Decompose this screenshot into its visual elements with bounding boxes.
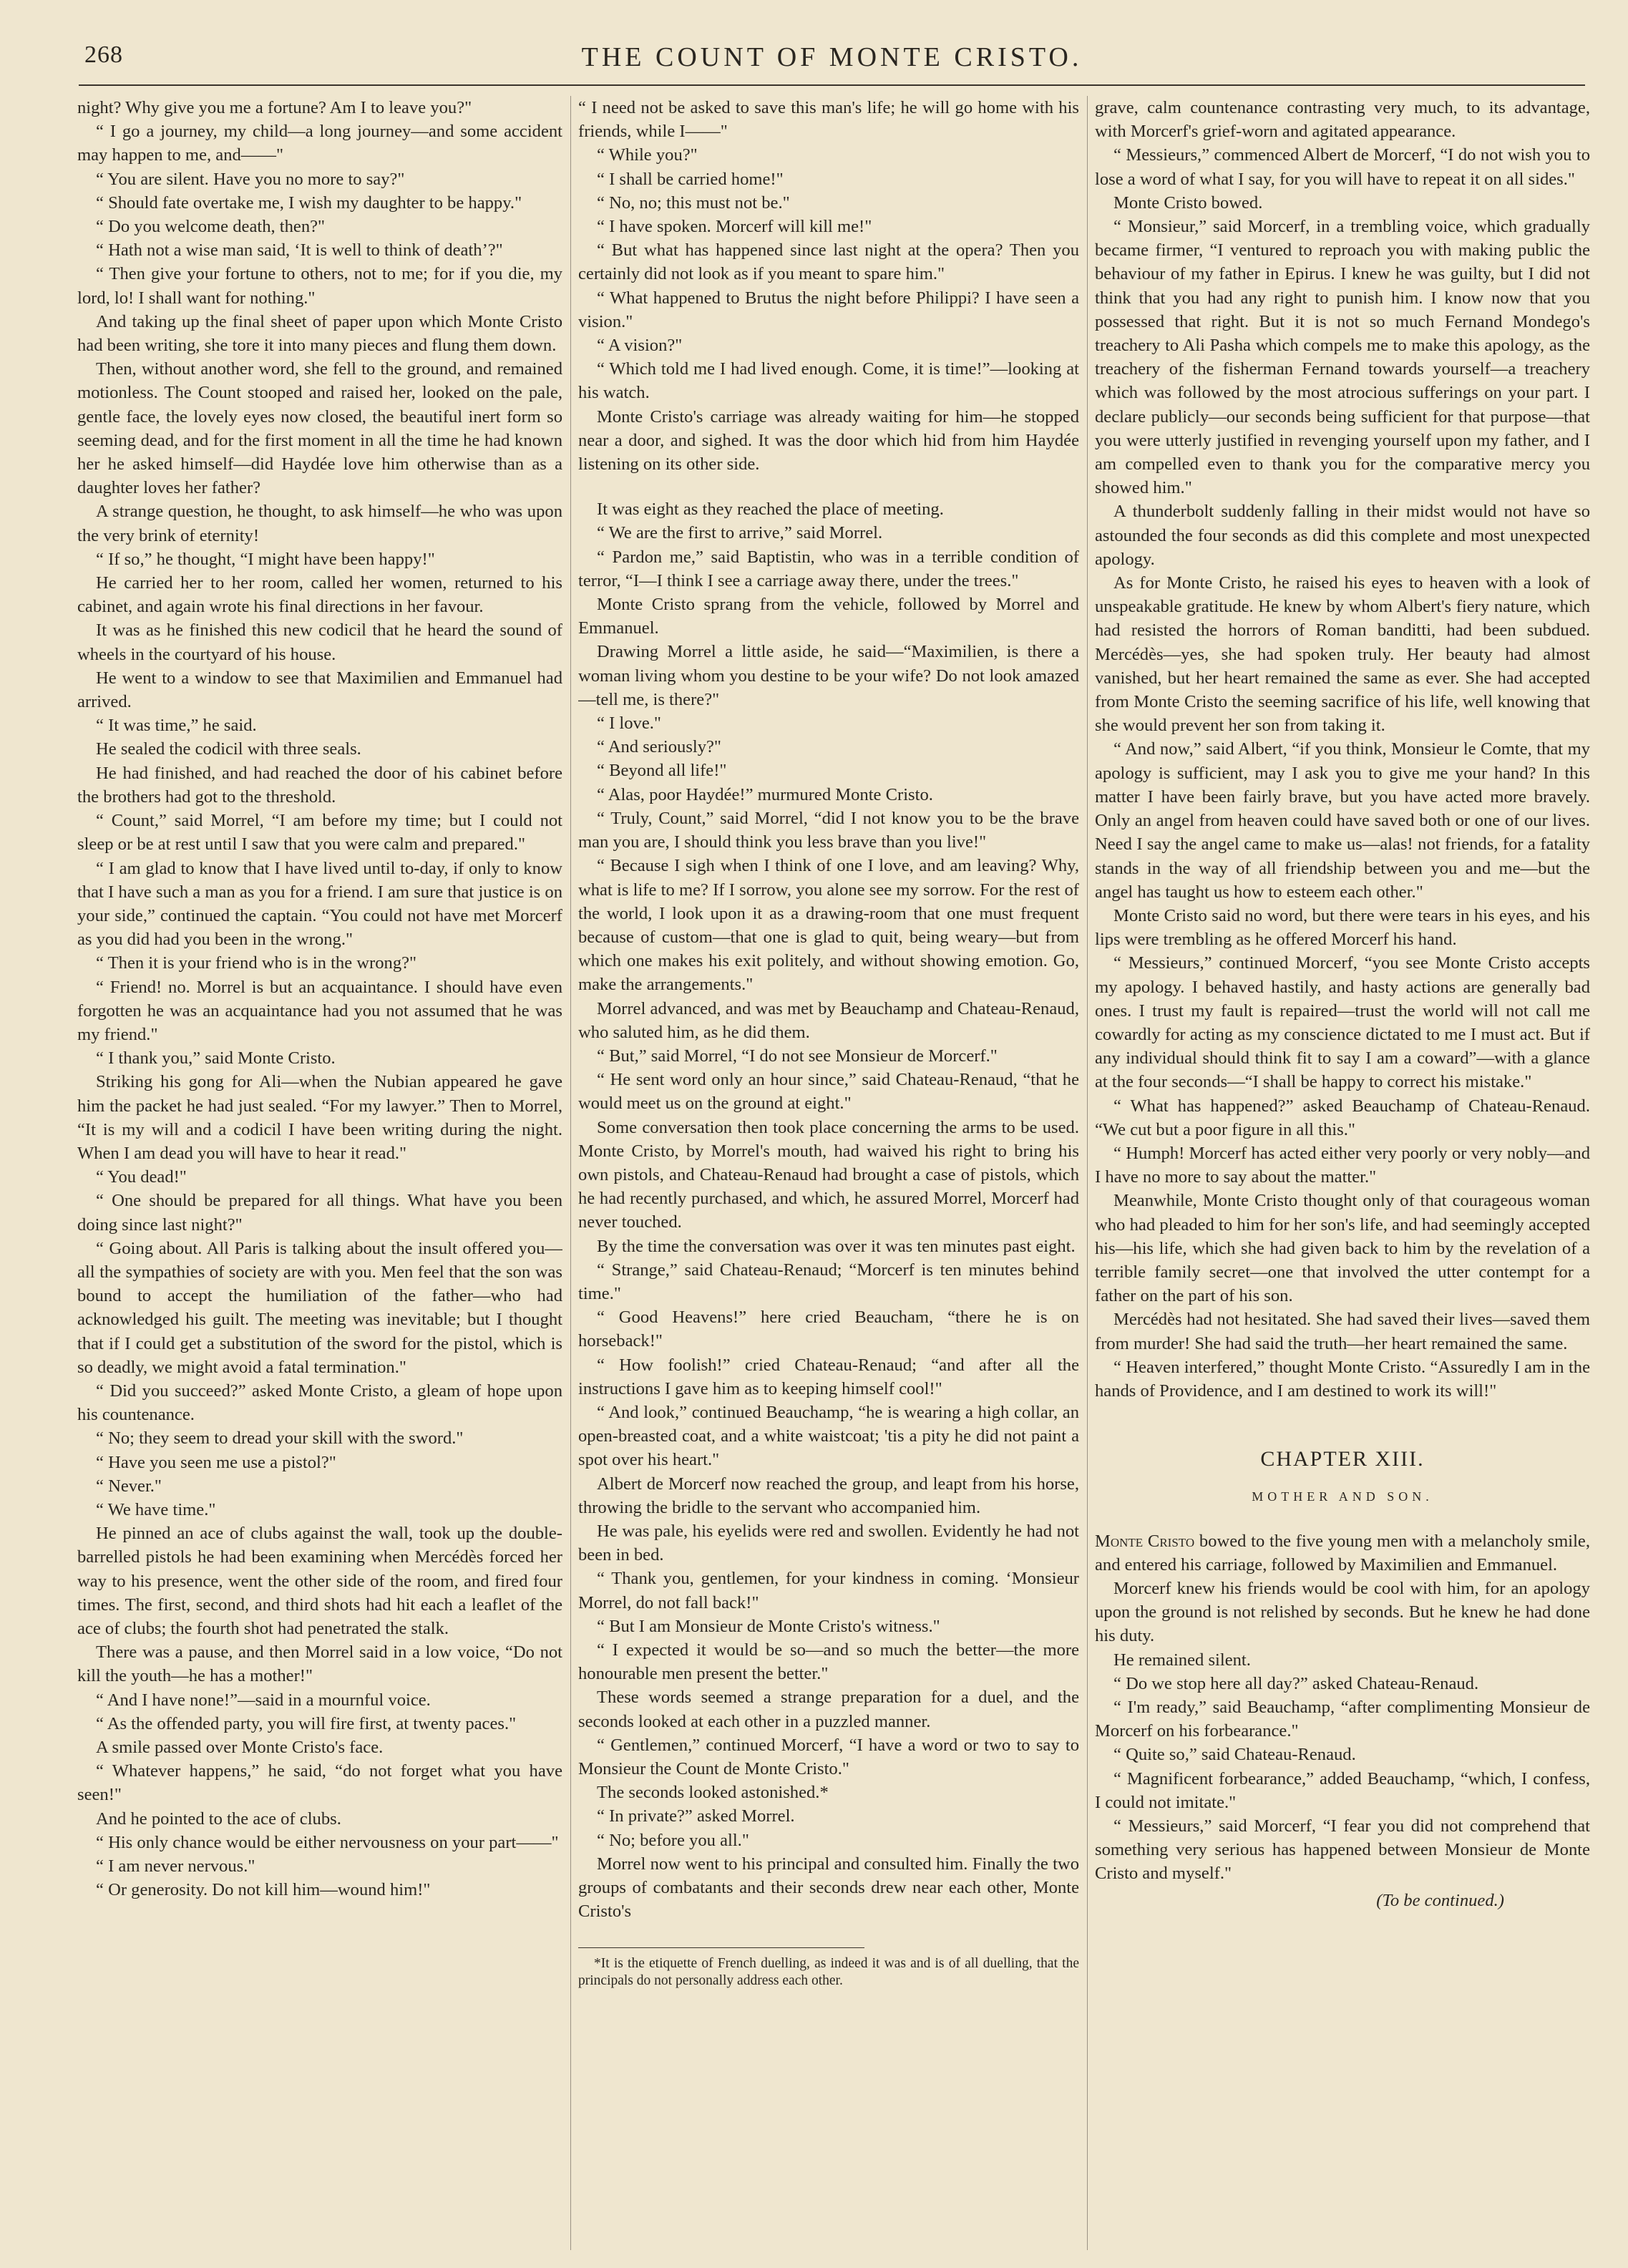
paragraph: Monte Cristo bowed. — [1113, 193, 1263, 213]
paragraph: “ Do you welcome death, then?" — [96, 217, 326, 237]
paragraph: “ Messieurs,” said Morcerf, “I fear you did not comprehend that something very serious has happened between Monsieur de Monte Cristo and myself." — [1095, 1816, 1590, 1884]
paragraph: As for Monte Cristo, he raised his eyes to heaven with a look of unspeakable gratitude. He knew by whom Albert's fiery nature, which had resisted the horrors of Roman banditti, had been subdued. Mercédès—yes, she had spoken truly. Her beauty had almost vanished, but her heart remained the same as ever. She had accepted from Monte Cristo the seeming sacrifice of his life, well knowing that she would prevent her son from taking it. — [1095, 573, 1590, 736]
paragraph: Then, without another word, she fell to the ground, and remained motionless. The Count stooped and raised her, looked on the pale, gentle face, the lovely eyes now closed, the beautiful inert form so seeming dead, and for the first moment in all the time he had known her he asked himself—did Haydée love him otherwise than as a daughter loves her father? — [77, 359, 562, 498]
paragraph: It was eight as they reached the place of meeting. — [597, 500, 944, 520]
to-be-continued: (To be continued.) — [1376, 1890, 1504, 1910]
paragraph: “ What happened to Brutus the night before Philippi? I have seen a vision." — [578, 288, 1079, 331]
paragraph: He had finished, and had reached the door of his cabinet before the brothers had got to the threshold. — [77, 763, 562, 807]
paragraph: “ Or generosity. Do not kill him—wound him!" — [96, 1880, 431, 1900]
paragraph: “ Monsieur,” said Morcerf, in a trembling voice, which gradually became firmer, “I ventured to reproach you with making public the behaviour of my father in Epirus. I knew he was guilty, but I did not think that you had any right to punish him. I know now that you possessed that right. But it is not so much Fernand Mondego's treachery to Ali Pasha which compels me to make this apology, as the treachery of the fisherman Fernand towards yourself—a treachery which was followed by the most atrocious sufferings on your part. I declare publicly—our seconds being sufficient for that purpose—that you were utterly justified in revenging yourself upon my father, and I am compelled even to thank you for the comparative mercy you showed him." — [1095, 217, 1590, 498]
paragraph: Monte Cristo said no word, but there were tears in his eyes, and his lips were trembling as he offered Morcerf his hand. — [1095, 905, 1590, 950]
paragraph: Mercédès had not hesitated. She had saved their lives—saved them from murder! She had said the truth—her heart remained the same. — [1095, 1310, 1590, 1353]
paragraph: He pinned an ace of clubs against the wall, took up the double-barrelled pistols he had been examining when Mercédès forced her way to his presence, went the other side of the room, and fired four times. The first, second, and third shots had hit each a leaflet of the ace of clubs; the fourth shot had penetrated the stalk. — [77, 1524, 562, 1638]
paragraph: A strange question, he thought, to ask himself—he who was upon the very brink of eternity! — [77, 502, 562, 545]
column-divider — [1087, 96, 1088, 2250]
paragraph: “ I need not be asked to save this man's life; he will go home with his friends, while I——" — [578, 98, 1079, 142]
paragraph: “ He sent word only an hour since,” said Chateau-Renaud, “that he would meet us on the ground at eight." — [578, 1070, 1079, 1114]
paragraph: Morcerf knew his friends would be cool with him, for an apology upon the ground is not relished by seconds. But he knew he had done his duty. — [1095, 1578, 1590, 1646]
paragraph: “ And now,” said Albert, “if you think, Monsieur le Comte, that my apology is sufficient, may I ask you to give me your hand? In this matter I have been fairly brave, but you have acted more bravely. Only an angel from heaven could have saved both or one of our lives. Need I say the angel came to make us—alas! not friends, for a fatality stands in the way of all friendship between you and me—but the angel has taught us how to esteem each other." — [1095, 739, 1590, 902]
paragraph: “ I'm ready,” said Beauchamp, “after complimenting Monsieur de Morcerf on his forbearance." — [1095, 1698, 1590, 1741]
paragraph: “ Do we stop here all day?” asked Chateau-Renaud. — [1113, 1673, 1479, 1693]
paragraph: “ In private?” asked Morrel. — [597, 1806, 795, 1826]
paragraph: “ You dead!" — [96, 1167, 187, 1187]
paragraph: A smile passed over Monte Cristo's face. — [96, 1738, 384, 1758]
paragraph: “ Never." — [96, 1476, 162, 1496]
paragraph: “ As the offended party, you will fire first, at twenty paces." — [96, 1713, 517, 1733]
paragraph: “ Truly, Count,” said Morrel, “did I not know you to be the brave man you are, I should think you less brave than you live!" — [578, 808, 1079, 852]
paragraph: Albert de Morcerf now reached the group, and leapt from his horse, throwing the bridle to the servant who accompanied him. — [578, 1474, 1079, 1517]
paragraph: “ Strange,” said Chateau-Renaud; “Morcerf is ten minutes behind time." — [578, 1260, 1079, 1303]
paragraph: night? Why give you me a fortune? Am I to leave you?" — [77, 98, 472, 117]
paragraph: Morrel now went to his principal and consulted him. Finally the two groups of combatants and their seconds drew near each other, Monte Cristo's — [578, 1854, 1079, 1922]
paragraph: Monte Cristo sprang from the vehicle, followed by Morrel and Emmanuel. — [578, 595, 1079, 638]
paragraph: He remained silent. — [1113, 1650, 1251, 1670]
chapter-subtitle: MOTHER AND SON. — [1252, 1489, 1433, 1504]
paragraph: “ His only chance would be either nervousness on your part——" — [96, 1832, 559, 1852]
chapter-opening-words: Monte Cristo — [1095, 1531, 1195, 1551]
paragraph: Some conversation then took place concerning the arms to be used. Monte Cristo, by Morrel's mouth, had waived his right to bring his own pistols, and Chateau-Renaud had brought a case of pistols, which he had recently purchased, and which, he assured Morrel, Morcerf had never touched. — [578, 1117, 1079, 1232]
paragraph: It was as he finished this new codicil that he heard the sound of wheels in the courtyard of his house. — [77, 620, 562, 664]
paragraph: “ Messieurs,” continued Morcerf, “you see Monte Cristo accepts my apology. I behaved hastily, and hasty actions are generally bad ones. I trust my fault is repaired—trust the world will not call me cowardly for acting as my conscience dictated to me I must act. But if any individual should think fit to say I am a coward”—with a glance at the four seconds—“I shall be happy to correct his mistake." — [1095, 953, 1590, 1092]
paragraph: “ No; before you all." — [597, 1830, 749, 1850]
paragraph: “ One should be prepared for all things. What have you been doing since last night?" — [77, 1191, 562, 1235]
paragraph: And taking up the final sheet of paper upon which Monte Cristo had been writing, she tore it into many pieces and flung them down. — [77, 311, 562, 356]
column-1 — [77, 96, 562, 2254]
paragraph: “ Have you seen me use a pistol?" — [96, 1452, 336, 1472]
paragraph: “ Which told me I had lived enough. Come, it is time!”—looking at his watch. — [578, 359, 1079, 403]
column-2 — [578, 96, 1079, 2254]
paragraph: “ And seriously?" — [597, 737, 721, 757]
column-3-part-2 — [1095, 1577, 1590, 1886]
paragraph: He sealed the codicil with three seals. — [96, 739, 361, 759]
paragraph: “ Alas, poor Haydée!” murmured Monte Cristo. — [597, 784, 933, 804]
paragraph: “ Going about. All Paris is talking about the insult offered you—all the sympathies of society are with you. Men feel that the son was bound to accept the humiliation of the father—who had acknowledged his guilt. The meeting was inevitable; but I thought that if I could get a substitution of the sword for the pistol, which is so deadly, we might avoid a fatal termination." — [77, 1238, 562, 1377]
column-3 — [1095, 96, 1590, 2254]
paragraph: “ Good Heavens!” here cried Beaucham, “there he is on horseback!" — [578, 1308, 1079, 1351]
paragraph: “ I have spoken. Morcerf will kill me!" — [597, 217, 872, 237]
paragraph: “ Hath not a wise man said, ‘It is well to think of death’?" — [96, 240, 503, 261]
paragraph: grave, calm countenance contrasting very much, to its advantage, with Morcerf's grief-worn and agitated appearance. — [1095, 98, 1590, 142]
paragraph: “ But I am Monsieur de Monte Cristo's witness." — [597, 1616, 940, 1636]
paragraph: “ Magnificent forbearance,” added Beauchamp, “which, I confess, I could not imitate." — [1095, 1768, 1590, 1812]
paragraph: “ I am glad to know that I have lived until to-day, if only to know that I have such a man as you for a friend. I am sure that justice is on your side,” continued the captain. “You could not have met Morcerf as you did had you been in the wrong." — [77, 858, 562, 950]
paragraph: Meanwhile, Monte Cristo thought only of that courageous woman who had pleaded to him for her son's life, and had seemingly accepted his—his life, which she had given back to him by the revelation of a terrible family secret—one that involved the utter contempt for a father on the part of his son. — [1095, 1191, 1590, 1306]
paragraph: “ And I have none!”—said in a mournful voice. — [96, 1690, 431, 1710]
paragraph: “ A vision?" — [597, 336, 683, 356]
paragraph: “ Friend! no. Morrel is but an acquaintance. I should have even forgotten he was an acquaintance had you not assumed that he was my friend." — [77, 977, 562, 1044]
chapter-title: CHAPTER XIII. — [1260, 1447, 1425, 1471]
chapter-opening-paragraph — [1095, 1529, 1590, 1577]
paragraph: He was pale, his eyelids were red and swollen. Evidently he had not been in bed. — [578, 1521, 1079, 1565]
paragraph: “ Heaven interfered,” thought Monte Cristo. “Assuredly I am in the hands of Providence, and I am destined to work its will!" — [1095, 1357, 1590, 1401]
paragraph: “ You are silent. Have you no more to say?" — [96, 169, 405, 189]
paragraph: “ Should fate overtake me, I wish my daughter to be happy." — [96, 193, 522, 213]
paragraph: “ It was time,” he said. — [96, 716, 257, 736]
paragraph: “ Humph! Morcerf has acted either very poorly or very nobly—and I have no more to say about the matter." — [1095, 1143, 1590, 1187]
paragraph: “ Messieurs,” commenced Albert de Morcerf, “I do not wish you to lose a word of what I say, for you will have to repeat it on all sides." — [1095, 145, 1590, 189]
paragraph: “ Quite so,” said Chateau-Renaud. — [1113, 1745, 1356, 1765]
chapter-opening-rest: bowed to the five young men with a melancholy smile, and entered his carriage, followed by Maximilien and Emmanuel. — [1095, 1531, 1590, 1575]
paragraph: A thunderbolt suddenly falling in their midst would not have so astounded the four seconds as did this complete and most unexpected apology. — [1095, 502, 1590, 569]
paragraph: “ Gentlemen,” continued Morcerf, “I have a word or two to say to Monsieur the Count de Monte Cristo." — [578, 1735, 1079, 1779]
paragraph: “ But,” said Morrel, “I do not see Monsieur de Morcerf." — [597, 1046, 998, 1066]
footnote-rule — [578, 1947, 864, 1948]
paragraph: “ No, no; this must not be." — [597, 193, 790, 213]
paragraph: “ I expected it would be so—and so much the better—the more honourable men present the better." — [578, 1640, 1079, 1684]
paragraph: Monte Cristo's carriage was already waiting for him—he stopped near a door, and sighed. It was the door which hid from him Haydée listening on its other side. — [578, 407, 1079, 474]
paragraph: Drawing Morrel a little aside, he said—“Maximilien, is there a woman living whom you destine to be your wife? Do not look amazed—tell me, is there?" — [578, 642, 1079, 709]
paragraph: There was a pause, and then Morrel said in a low voice, “Do not kill the youth—he has a mother!" — [77, 1642, 562, 1686]
paragraph: “ If so,” he thought, “I might have been happy!" — [96, 549, 435, 569]
paragraph: “ We are the first to arrive,” said Morrel. — [597, 523, 883, 543]
paragraph: “ But what has happened since last night at the opera? Then you certainly did not look as if you meant to spare him." — [578, 240, 1079, 284]
paragraph: “ Because I sigh when I think of one I love, and am leaving? Why, what is life to me? If I sorrow, you alone see my sorrow. For the rest of the world, I look upon it as a drawing-room that one must frequent because of custom—that one is glad to quit, being weary—but from which one makes his exit politely, and without showing emotion. Go, make the arrangements." — [578, 856, 1079, 995]
paragraph: “ I love." — [597, 714, 661, 734]
paragraph: “ And look,” continued Beauchamp, “he is wearing a high collar, an open-breasted coat, and a white waistcoat; 'tis a pity he did not paint a spot over his heart." — [578, 1402, 1079, 1470]
paragraph: The seconds looked astonished.* — [597, 1783, 829, 1803]
paragraph: “ I go a journey, my child—a long journey—and some accident may happen to me, and——" — [77, 122, 562, 165]
column-2-part-1 — [578, 96, 1079, 476]
paragraph: “ Then give your fortune to others, not to me; for if you die, my lord, lo! I shall want for nothing." — [77, 264, 562, 308]
column-3-part-1 — [1095, 96, 1590, 1403]
paragraph: “ Did you succeed?” asked Monte Cristo, a gleam of hope upon his countenance. — [77, 1381, 562, 1425]
running-title: THE COUNT OF MONTE CRISTO. — [581, 42, 1083, 72]
paragraph: “ I shall be carried home!" — [597, 169, 784, 189]
footnote: *It is the etiquette of French duelling, as indeed it was and is of all duelling, that the principals do not personally address each other. — [578, 1956, 1079, 1989]
paragraph: “ Thank you, gentlemen, for your kindness in coming. ‘Monsieur Morrel, do not fall back!" — [578, 1569, 1079, 1612]
column-2-part-2 — [578, 497, 1079, 1923]
paragraph: “ I thank you,” said Monte Cristo. — [96, 1048, 336, 1069]
paragraph: “ What has happened?” asked Beauchamp of Chateau-Renaud. “We cut but a poor figure in all this." — [1095, 1096, 1590, 1139]
paragraph: “ Beyond all life!" — [597, 761, 727, 781]
paragraph: “ Count,” said Morrel, “I am before my time; but I could not sleep or be at rest until I saw that you were calm and prepared." — [77, 811, 562, 855]
paragraph: “ No; they seem to dread your skill with the sword." — [96, 1429, 464, 1449]
paragraph: Morrel advanced, and was met by Beauchamp and Chateau-Renaud, who saluted him, as he did them. — [578, 998, 1079, 1042]
column-divider — [570, 96, 571, 2250]
paragraph: By the time the conversation was over it was ten minutes past eight. — [597, 1236, 1076, 1256]
paragraph: He carried her to her room, called her women, returned to his cabinet, and again wrote his final directions in her favour. — [77, 573, 562, 617]
paragraph: “ Pardon me,” said Baptistin, who was in a terrible condition of terror, “I—I think I see a carriage away there, under the trees." — [578, 547, 1079, 590]
paragraph: Striking his gong for Ali—when the Nubian appeared he gave him the packet he had just sealed. “For my lawyer.” Then to Morrel, “It is my will and a codicil I have been writing during the night. When I am dead you will have to hear it read." — [77, 1072, 562, 1163]
paragraph: These words seemed a strange preparation for a duel, and the seconds looked at each other in a puzzled manner. — [578, 1688, 1079, 1731]
page-number: 268 — [84, 42, 123, 68]
paragraph: “ Whatever happens,” he said, “do not forget what you have seen!" — [77, 1761, 562, 1805]
page-header — [79, 42, 1585, 86]
paragraph: And he pointed to the ace of clubs. — [96, 1809, 341, 1829]
paragraph: “ While you?" — [597, 145, 698, 165]
paragraph: “ How foolish!” cried Chateau-Renaud; “and after all the instructions I gave him as to keeping himself cool!" — [578, 1355, 1079, 1398]
paragraph: “ I am never nervous." — [96, 1856, 255, 1877]
paragraph: “ We have time." — [96, 1499, 216, 1519]
paragraph: “ Then it is your friend who is in the wrong?" — [96, 953, 417, 973]
paragraph: He went to a window to see that Maximilien and Emmanuel had arrived. — [77, 668, 562, 712]
